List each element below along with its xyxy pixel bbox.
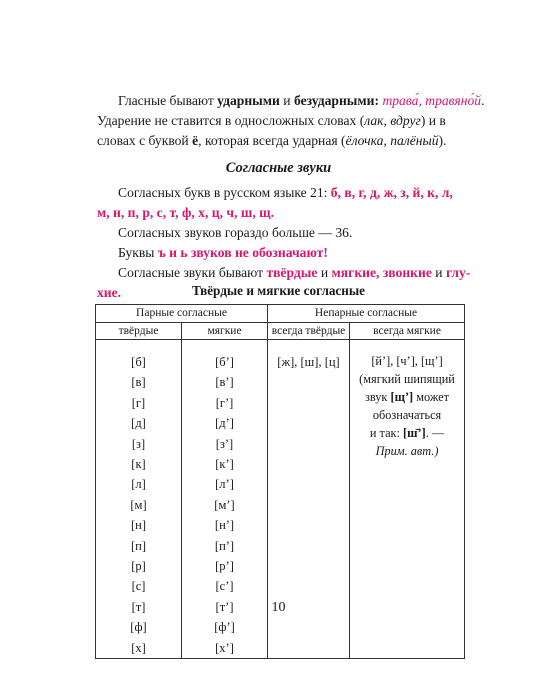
note-line: [350, 388, 464, 406]
consonant-letters: б, в, г, д, ж, з, й, к, л,: [330, 185, 453, 200]
sound-long-sh: [ш̄’]: [403, 426, 426, 440]
text: Согласных букв в русском языке 21:: [118, 185, 331, 200]
text: ,: [418, 93, 422, 108]
hard-soft-sign-note: ъ и ь звуков не обозначают!: [157, 245, 328, 260]
author-note: Прим. авт.): [375, 444, 439, 458]
example-word: травяно́й: [421, 93, 482, 108]
example-word: трава́: [379, 93, 419, 108]
col-hard: твёрдые: [96, 323, 182, 340]
example-words: ёлочка, палёный: [345, 133, 439, 148]
list-item: [б’]: [215, 355, 234, 369]
text: и: [317, 265, 332, 280]
list-item: [с’]: [215, 579, 234, 594]
list-item: [т]: [131, 599, 146, 614]
text: .: [481, 93, 485, 108]
list-item: [з’]: [215, 436, 234, 451]
group-unpaired: Непарные согласные: [268, 305, 465, 323]
page-number: 10: [271, 600, 286, 615]
always-soft-sounds: [й’], [ч’], [щ’]: [371, 354, 443, 368]
list-item: [р’]: [215, 559, 234, 574]
example-words: лак, вдруг: [364, 113, 421, 128]
text: Гласные бывают: [118, 93, 218, 108]
list-item: [п]: [130, 538, 146, 553]
list-item: [д]: [131, 416, 146, 431]
list-item: [к]: [131, 457, 146, 472]
term-stressed: ударными: [217, 93, 280, 108]
list-item: [в’]: [215, 375, 234, 390]
letter-yo: ё: [192, 133, 199, 148]
term-voiceless: глу-: [445, 265, 471, 280]
list-item: [т’]: [215, 599, 234, 614]
text: словах с буквой: [97, 133, 193, 148]
text: звук: [365, 390, 391, 404]
text: Ударение не ставится в односложных словах (: [97, 113, 365, 128]
consonants-line-4: [118, 243, 328, 263]
term-soft-voiced: мягкие, звонкие: [331, 265, 432, 280]
vowels-line-2: [97, 111, 446, 131]
consonants-line-2: [97, 203, 274, 223]
table-group-header: [96, 305, 465, 323]
list-item: [д’]: [215, 416, 234, 431]
text: и так:: [369, 426, 404, 440]
list-item: [г’]: [215, 395, 234, 410]
list-item: [в]: [131, 375, 146, 390]
term-hard: твёрдые: [266, 265, 318, 280]
group-paired: Парные согласные: [96, 305, 268, 323]
list-item: [п’]: [214, 538, 235, 553]
text: и: [279, 93, 294, 108]
term-unstressed: безударными:: [293, 93, 380, 108]
text: Буквы: [118, 245, 158, 260]
note-line: обозначаться: [372, 408, 442, 422]
term-voiceless-end: хие.: [97, 285, 122, 300]
list-item: [н]: [130, 518, 146, 533]
col-soft: мягкие: [182, 323, 268, 340]
list-item: [ф]: [130, 620, 147, 635]
note-line: (мягкий шипящий: [359, 372, 455, 386]
text: . —: [425, 426, 445, 440]
text: ) и в: [420, 113, 446, 128]
list-item: [з]: [131, 436, 146, 451]
list-item: [р]: [131, 559, 146, 574]
table-column-header: [96, 323, 465, 340]
text: может: [413, 390, 450, 404]
list-item: [ф’]: [214, 620, 235, 635]
list-item: [н’]: [214, 518, 235, 533]
consonant-letters: м, н, п, р, с, т, ф, х, ц, ч, ш, щ.: [97, 205, 274, 220]
sound-shch: [щ’]: [390, 390, 414, 404]
always-hard-value: [ж], [ш], [ц]: [277, 355, 340, 369]
consonants-line-5: [118, 263, 470, 283]
section-heading: Согласные звуки: [225, 160, 332, 176]
list-item: [л’]: [215, 477, 234, 492]
list-item: [м]: [130, 497, 147, 512]
list-item: [х]: [131, 640, 146, 655]
list-item: [к’]: [215, 457, 234, 472]
note-line: [350, 424, 464, 442]
list-item: [л]: [131, 477, 146, 492]
list-item: [г]: [131, 395, 146, 410]
list-item: [х’]: [215, 640, 234, 655]
list-item: [б]: [131, 355, 146, 369]
list-item: [м’]: [214, 497, 235, 512]
col-always-hard: всегда твёрдые: [268, 323, 350, 340]
always-soft-note: [350, 340, 464, 460]
vowels-line-3: [97, 131, 446, 151]
vowels-line-1: [118, 91, 484, 111]
text: , которая всегда ударная (: [198, 133, 346, 148]
table-title: Твёрдые и мягкие согласные: [191, 283, 366, 298]
text: Согласные звуки бывают: [118, 265, 267, 280]
text: и: [431, 265, 446, 280]
consonants-line-3: Согласных звуков гораздо больше — 36.: [118, 225, 353, 240]
text: ).: [438, 133, 447, 148]
col-always-soft: всегда мягкие: [350, 323, 465, 340]
consonants-line-1: [118, 183, 453, 203]
list-item: [с]: [131, 579, 146, 594]
